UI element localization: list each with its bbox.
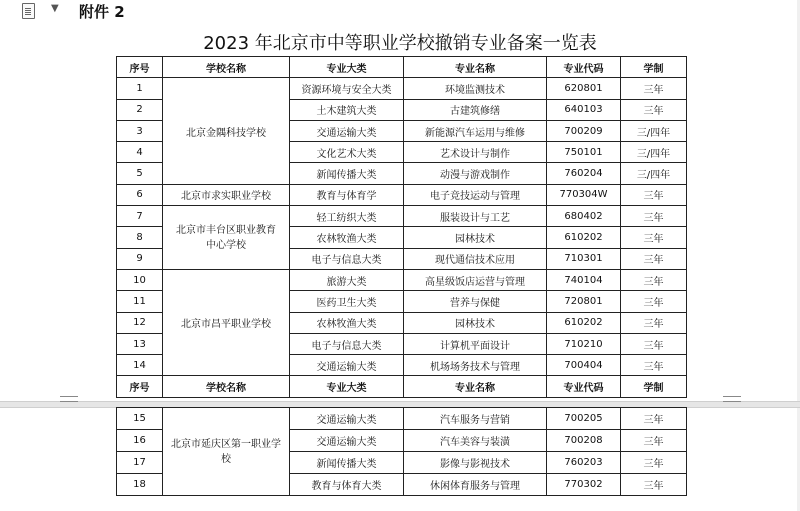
cell-duration: 三年	[621, 227, 687, 248]
cell-code: 740104	[547, 269, 621, 290]
cell-duration: 三年	[621, 474, 687, 496]
document-title: 2023 年北京市中等职业学校撤销专业备案一览表	[203, 33, 597, 54]
cell-category: 交通运输大类	[290, 408, 404, 430]
margin-marker-right	[723, 396, 741, 402]
cell-seq: 15	[117, 408, 163, 430]
cell-school: 北京市丰台区职业教育中心学校	[163, 206, 290, 270]
cell-code: 640103	[547, 99, 621, 120]
cell-duration: 三年	[621, 452, 687, 474]
cell-seq: 13	[117, 333, 163, 354]
course-table-page2	[116, 407, 687, 496]
cell-major: 计算机平面设计	[404, 333, 547, 354]
cell-major: 园林技术	[404, 227, 547, 248]
cell-category: 电子与信息大类	[290, 333, 404, 354]
cell-seq: 18	[117, 474, 163, 496]
cell-seq: 8	[117, 227, 163, 248]
cell-seq: 11	[117, 291, 163, 312]
table-row	[117, 269, 687, 290]
cell-major: 汽车美容与装潢	[404, 430, 547, 452]
cell-duration: 三年	[621, 312, 687, 333]
cell-duration: 三年	[621, 184, 687, 205]
cell-major: 现代通信技术应用	[404, 248, 547, 269]
cell-duration: 三/四年	[621, 163, 687, 184]
chevron-down-icon[interactable]: ▼	[51, 3, 59, 14]
cell-major: 园林技术	[404, 312, 547, 333]
margin-marker-left	[60, 396, 78, 402]
cell-code: 700209	[547, 120, 621, 141]
cell-duration: 三年	[621, 78, 687, 99]
cell-category: 轻工纺织大类	[290, 206, 404, 227]
header-duration: 学制	[621, 376, 687, 397]
cell-major: 服装设计与工艺	[404, 206, 547, 227]
cell-seq: 6	[117, 184, 163, 205]
cell-duration: 三年	[621, 99, 687, 120]
cell-code: 770302	[547, 474, 621, 496]
table-row	[117, 78, 687, 99]
cell-duration: 三年	[621, 206, 687, 227]
table-row	[117, 206, 687, 227]
cell-seq: 10	[117, 269, 163, 290]
header-code: 专业代码	[547, 376, 621, 397]
cell-code: 760204	[547, 163, 621, 184]
cell-duration: 三年	[621, 408, 687, 430]
cell-category: 旅游大类	[290, 269, 404, 290]
header-duration: 学制	[621, 57, 687, 78]
header-school: 学校名称	[163, 376, 290, 397]
cell-code: 750101	[547, 142, 621, 163]
cell-code: 700205	[547, 408, 621, 430]
cell-major: 机场场务技术与管理	[404, 355, 547, 376]
table-row	[117, 408, 687, 430]
cell-school: 北京市延庆区第一职业学校	[163, 408, 290, 496]
cell-code: 610202	[547, 312, 621, 333]
cell-seq: 12	[117, 312, 163, 333]
table-header-row	[117, 57, 687, 78]
cell-seq: 9	[117, 248, 163, 269]
cell-seq: 7	[117, 206, 163, 227]
cell-major: 休闲体育服务与管理	[404, 474, 547, 496]
header-major: 专业名称	[404, 376, 547, 397]
cell-category: 交通运输大类	[290, 120, 404, 141]
cell-major: 电子竞技运动与管理	[404, 184, 547, 205]
cell-category: 农林牧渔大类	[290, 227, 404, 248]
cell-seq: 3	[117, 120, 163, 141]
header-school: 学校名称	[163, 57, 290, 78]
cell-duration: 三年	[621, 291, 687, 312]
cell-major: 高星级饭店运营与管理	[404, 269, 547, 290]
cell-category: 文化艺术大类	[290, 142, 404, 163]
cell-duration: 三年	[621, 333, 687, 354]
cell-code: 620801	[547, 78, 621, 99]
cell-major: 新能源汽车运用与维修	[404, 120, 547, 141]
cell-seq: 14	[117, 355, 163, 376]
cell-seq: 5	[117, 163, 163, 184]
header-category: 专业大类	[290, 376, 404, 397]
cell-duration: 三/四年	[621, 142, 687, 163]
cell-category: 土木建筑大类	[290, 99, 404, 120]
header-major: 专业名称	[404, 57, 547, 78]
cell-major: 动漫与游戏制作	[404, 163, 547, 184]
document-icon[interactable]	[22, 3, 35, 19]
cell-major: 环境监测技术	[404, 78, 547, 99]
cell-duration: 三/四年	[621, 120, 687, 141]
cell-major: 营养与保健	[404, 291, 547, 312]
cell-major: 艺术设计与制作	[404, 142, 547, 163]
table-row	[117, 184, 687, 205]
header-category: 专业大类	[290, 57, 404, 78]
cell-major: 汽车服务与营销	[404, 408, 547, 430]
cell-code: 770304W	[547, 184, 621, 205]
cell-school: 北京市昌平职业学校	[163, 269, 290, 375]
cell-category: 交通运输大类	[290, 430, 404, 452]
cell-seq: 1	[117, 78, 163, 99]
cell-duration: 三年	[621, 269, 687, 290]
header-code: 专业代码	[547, 57, 621, 78]
cell-code: 720801	[547, 291, 621, 312]
attachment-label: 附件 2	[79, 3, 125, 21]
cell-duration: 三年	[621, 355, 687, 376]
cell-category: 交通运输大类	[290, 355, 404, 376]
header-seq: 序号	[117, 57, 163, 78]
cell-duration: 三年	[621, 248, 687, 269]
cell-school: 北京金隅科技学校	[163, 78, 290, 184]
cell-code: 700208	[547, 430, 621, 452]
cell-major: 古建筑修缮	[404, 99, 547, 120]
cell-code: 700404	[547, 355, 621, 376]
cell-category: 农林牧渔大类	[290, 312, 404, 333]
cell-code: 710210	[547, 333, 621, 354]
cell-code: 680402	[547, 206, 621, 227]
cell-category: 教育与体育大类	[290, 474, 404, 496]
course-table-page1	[116, 56, 687, 398]
cell-school: 北京市求实职业学校	[163, 184, 290, 205]
cell-seq: 17	[117, 452, 163, 474]
cell-category: 医药卫生大类	[290, 291, 404, 312]
header-seq: 序号	[117, 376, 163, 397]
cell-code: 760203	[547, 452, 621, 474]
cell-category: 电子与信息大类	[290, 248, 404, 269]
cell-major: 影像与影视技术	[404, 452, 547, 474]
cell-seq: 16	[117, 430, 163, 452]
cell-category: 新闻传播大类	[290, 452, 404, 474]
cell-category: 新闻传播大类	[290, 163, 404, 184]
cell-seq: 4	[117, 142, 163, 163]
cell-seq: 2	[117, 99, 163, 120]
cell-category: 教育与体育学	[290, 184, 404, 205]
table-header-row-repeat	[117, 376, 687, 397]
cell-duration: 三年	[621, 430, 687, 452]
cell-code: 610202	[547, 227, 621, 248]
cell-category: 资源环境与安全大类	[290, 78, 404, 99]
cell-code: 710301	[547, 248, 621, 269]
